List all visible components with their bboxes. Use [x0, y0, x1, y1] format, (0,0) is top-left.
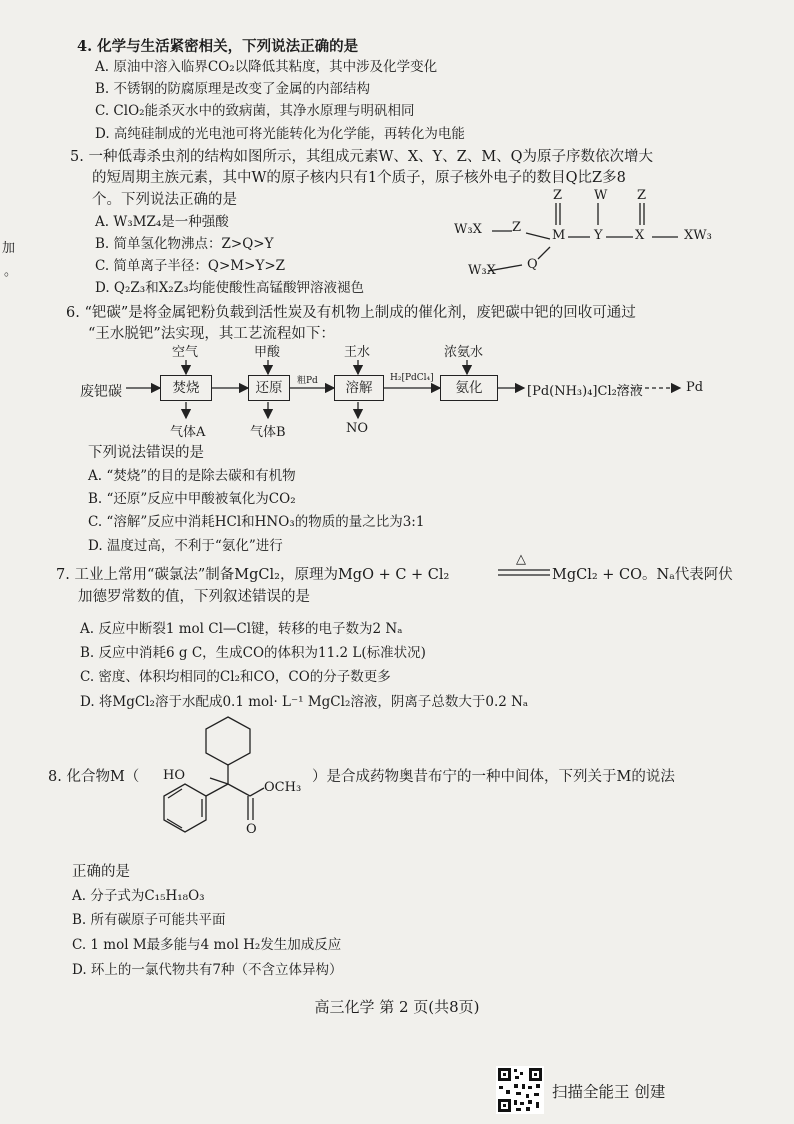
q7-option-d: D. 将MgCl₂溶于水配成0.1 mol· L⁻¹ MgCl₂溶液，阴离子总数大于0.2 Nₐ [80, 694, 529, 710]
struct-w3x-left: W₃X [454, 222, 482, 237]
q8-option-c: C. 1 mol M最多能与4 mol H₂发生加成反应 [72, 937, 342, 953]
q5-option-c: C. 简单离子半径：Q>M>Y>Z [95, 258, 286, 274]
q8-o-label: O [246, 822, 257, 837]
q6-option-d: D. 温度过高，不利于“氨化”进行 [88, 538, 283, 554]
q8-stem-b: ）是合成药物奥昔布宁的一种中间体，下列关于M的说法 [312, 769, 675, 785]
q7-stem-line1a: 7. 工业上常用“碳氯法”制备MgCl₂，原理为MgO + C + Cl₂ [56, 567, 450, 583]
struct-w-top: W [594, 188, 608, 203]
flow-final-pd: Pd [686, 380, 704, 395]
q6-ask: 下列说法错误的是 [88, 445, 204, 461]
flow-in-formic: 甲酸 [254, 345, 281, 360]
margin-mark-a: 加 [2, 241, 16, 256]
flow-out-gas-b: 气体B [250, 425, 286, 440]
q5-option-b: B. 简单氢化物沸点：Z>Q>Y [95, 236, 274, 252]
q8-och3-label: OCH₃ [264, 780, 302, 795]
q8-stem-line2: 正确的是 [72, 864, 130, 880]
q6-stem-line1: 6. “钯碳”是将金属钯粉负载到活性炭及有机物上制成的催化剂，废钯碳中钯的回收可通过 [66, 305, 636, 321]
struct-x-mid: X [635, 228, 645, 243]
struct-z-top1: Z [553, 188, 563, 203]
q7-equals-sign [498, 568, 550, 578]
q4-option-d: D. 高纯硅制成的光电池可将光能转化为化学能，再转化为电能 [95, 126, 465, 142]
q6-option-b: B. “还原”反应中甲酸被氧化为CO₂ [88, 491, 296, 507]
q7-option-b: B. 反应中消耗6 g C，生成CO的体积为11.2 L(标准状况) [80, 645, 426, 661]
struct-w3x-low: W₃X [468, 263, 496, 278]
q7-heat-condition: △ [516, 552, 526, 567]
struct-z-top2: Z [637, 188, 647, 203]
q8-option-b: B. 所有碳原子可能共平面 [72, 912, 226, 928]
q7-option-c: C. 密度、体积均相同的Cl₂和CO，CO的分子数更多 [80, 669, 391, 685]
page-footer: 高三化学 第 2 页(共8页) [314, 998, 480, 1016]
q7-stem-line1b: MgCl₂ + CO。Nₐ代表阿伏 [552, 567, 733, 583]
q7-option-a: A. 反应中断裂1 mol Cl—Cl键，转移的电子数为2 Nₐ [80, 621, 403, 637]
flow-start: 废钯碳 [80, 384, 122, 400]
flow-mid-h2pdcl4: H₂[PdCl₄] [390, 373, 434, 383]
flow-step-ammoniate: 氨化 [440, 375, 498, 401]
q4-option-c: C. ClO₂能杀灭水中的致病菌，其净水原理与明矾相同 [95, 103, 415, 119]
q6-option-a: A. “焚烧”的目的是除去碳和有机物 [88, 468, 296, 484]
flow-out-gas-a: 气体A [170, 425, 206, 440]
struct-z-mid: Z [512, 220, 522, 235]
flow-product: [Pd(NH₃)₄]Cl₂溶液 [527, 384, 643, 399]
flow-step-reduce: 还原 [248, 375, 290, 401]
margin-mark-b: 。 [4, 264, 18, 279]
q5-option-d: D. Q₂Z₃和X₂Z₃均能使酸性高锰酸钾溶液褪色 [95, 280, 365, 296]
flow-out-no: NO [346, 421, 369, 436]
struct-y: Y [594, 228, 603, 243]
q5-option-a: A. W₃MZ₄是一种强酸 [95, 214, 229, 230]
q8-option-d: D. 环上的一氯代物共有7种（不含立体异构） [72, 962, 343, 978]
q8-stem-a: 8. 化合物M（ [48, 769, 140, 785]
q4-option-b: B. 不锈钢的防腐原理是改变了金属的内部结构 [95, 81, 371, 97]
struct-q: Q [527, 257, 538, 272]
q6-option-c: C. “溶解”反应中消耗HCl和HNO₃的物质的量之比为3:1 [88, 514, 425, 530]
flow-in-aquaregia: 王水 [344, 345, 371, 360]
struct-xw3: XW₃ [684, 228, 712, 243]
q5-stem-line1: 5. 一种低毒杀虫剂的结构如图所示，其组成元素W、X、Y、Z、M、Q为原子序数依次增大 [70, 149, 654, 165]
flow-step-burn: 焚烧 [160, 375, 212, 401]
q7-stem-line2: 加德罗常数的值，下列叙述错误的是 [78, 589, 310, 605]
flow-in-air: 空气 [172, 345, 199, 360]
q5-stem-line2: 的短周期主族元素，其中W的原子核内只有1个质子，原子核外电子的数目Q比Z多8 [92, 170, 626, 186]
q5-stem-line3: 个。下列说法正确的是 [92, 192, 237, 208]
q8-ho-label: HO [163, 768, 185, 783]
flow-mid-crude-pd: 粗Pd [297, 376, 318, 386]
flow-step-dissolve: 溶解 [334, 375, 384, 401]
scanner-watermark-text: 扫描全能王 创建 [552, 1083, 666, 1101]
q6-stem-line2: “王水脱钯”法实现，其工艺流程如下： [88, 326, 335, 342]
flow-in-ammonia: 浓氨水 [444, 345, 484, 360]
q4-stem: 4. 化学与生活紧密相关，下列说法正确的是 [77, 38, 359, 55]
q8-option-a: A. 分子式为C₁₅H₁₈O₃ [72, 888, 205, 904]
qr-code-icon [496, 1066, 544, 1114]
q4-option-a: A. 原油中溶入临界CO₂以降低其粘度，其中涉及化学变化 [95, 59, 438, 75]
struct-m: M [552, 228, 566, 243]
